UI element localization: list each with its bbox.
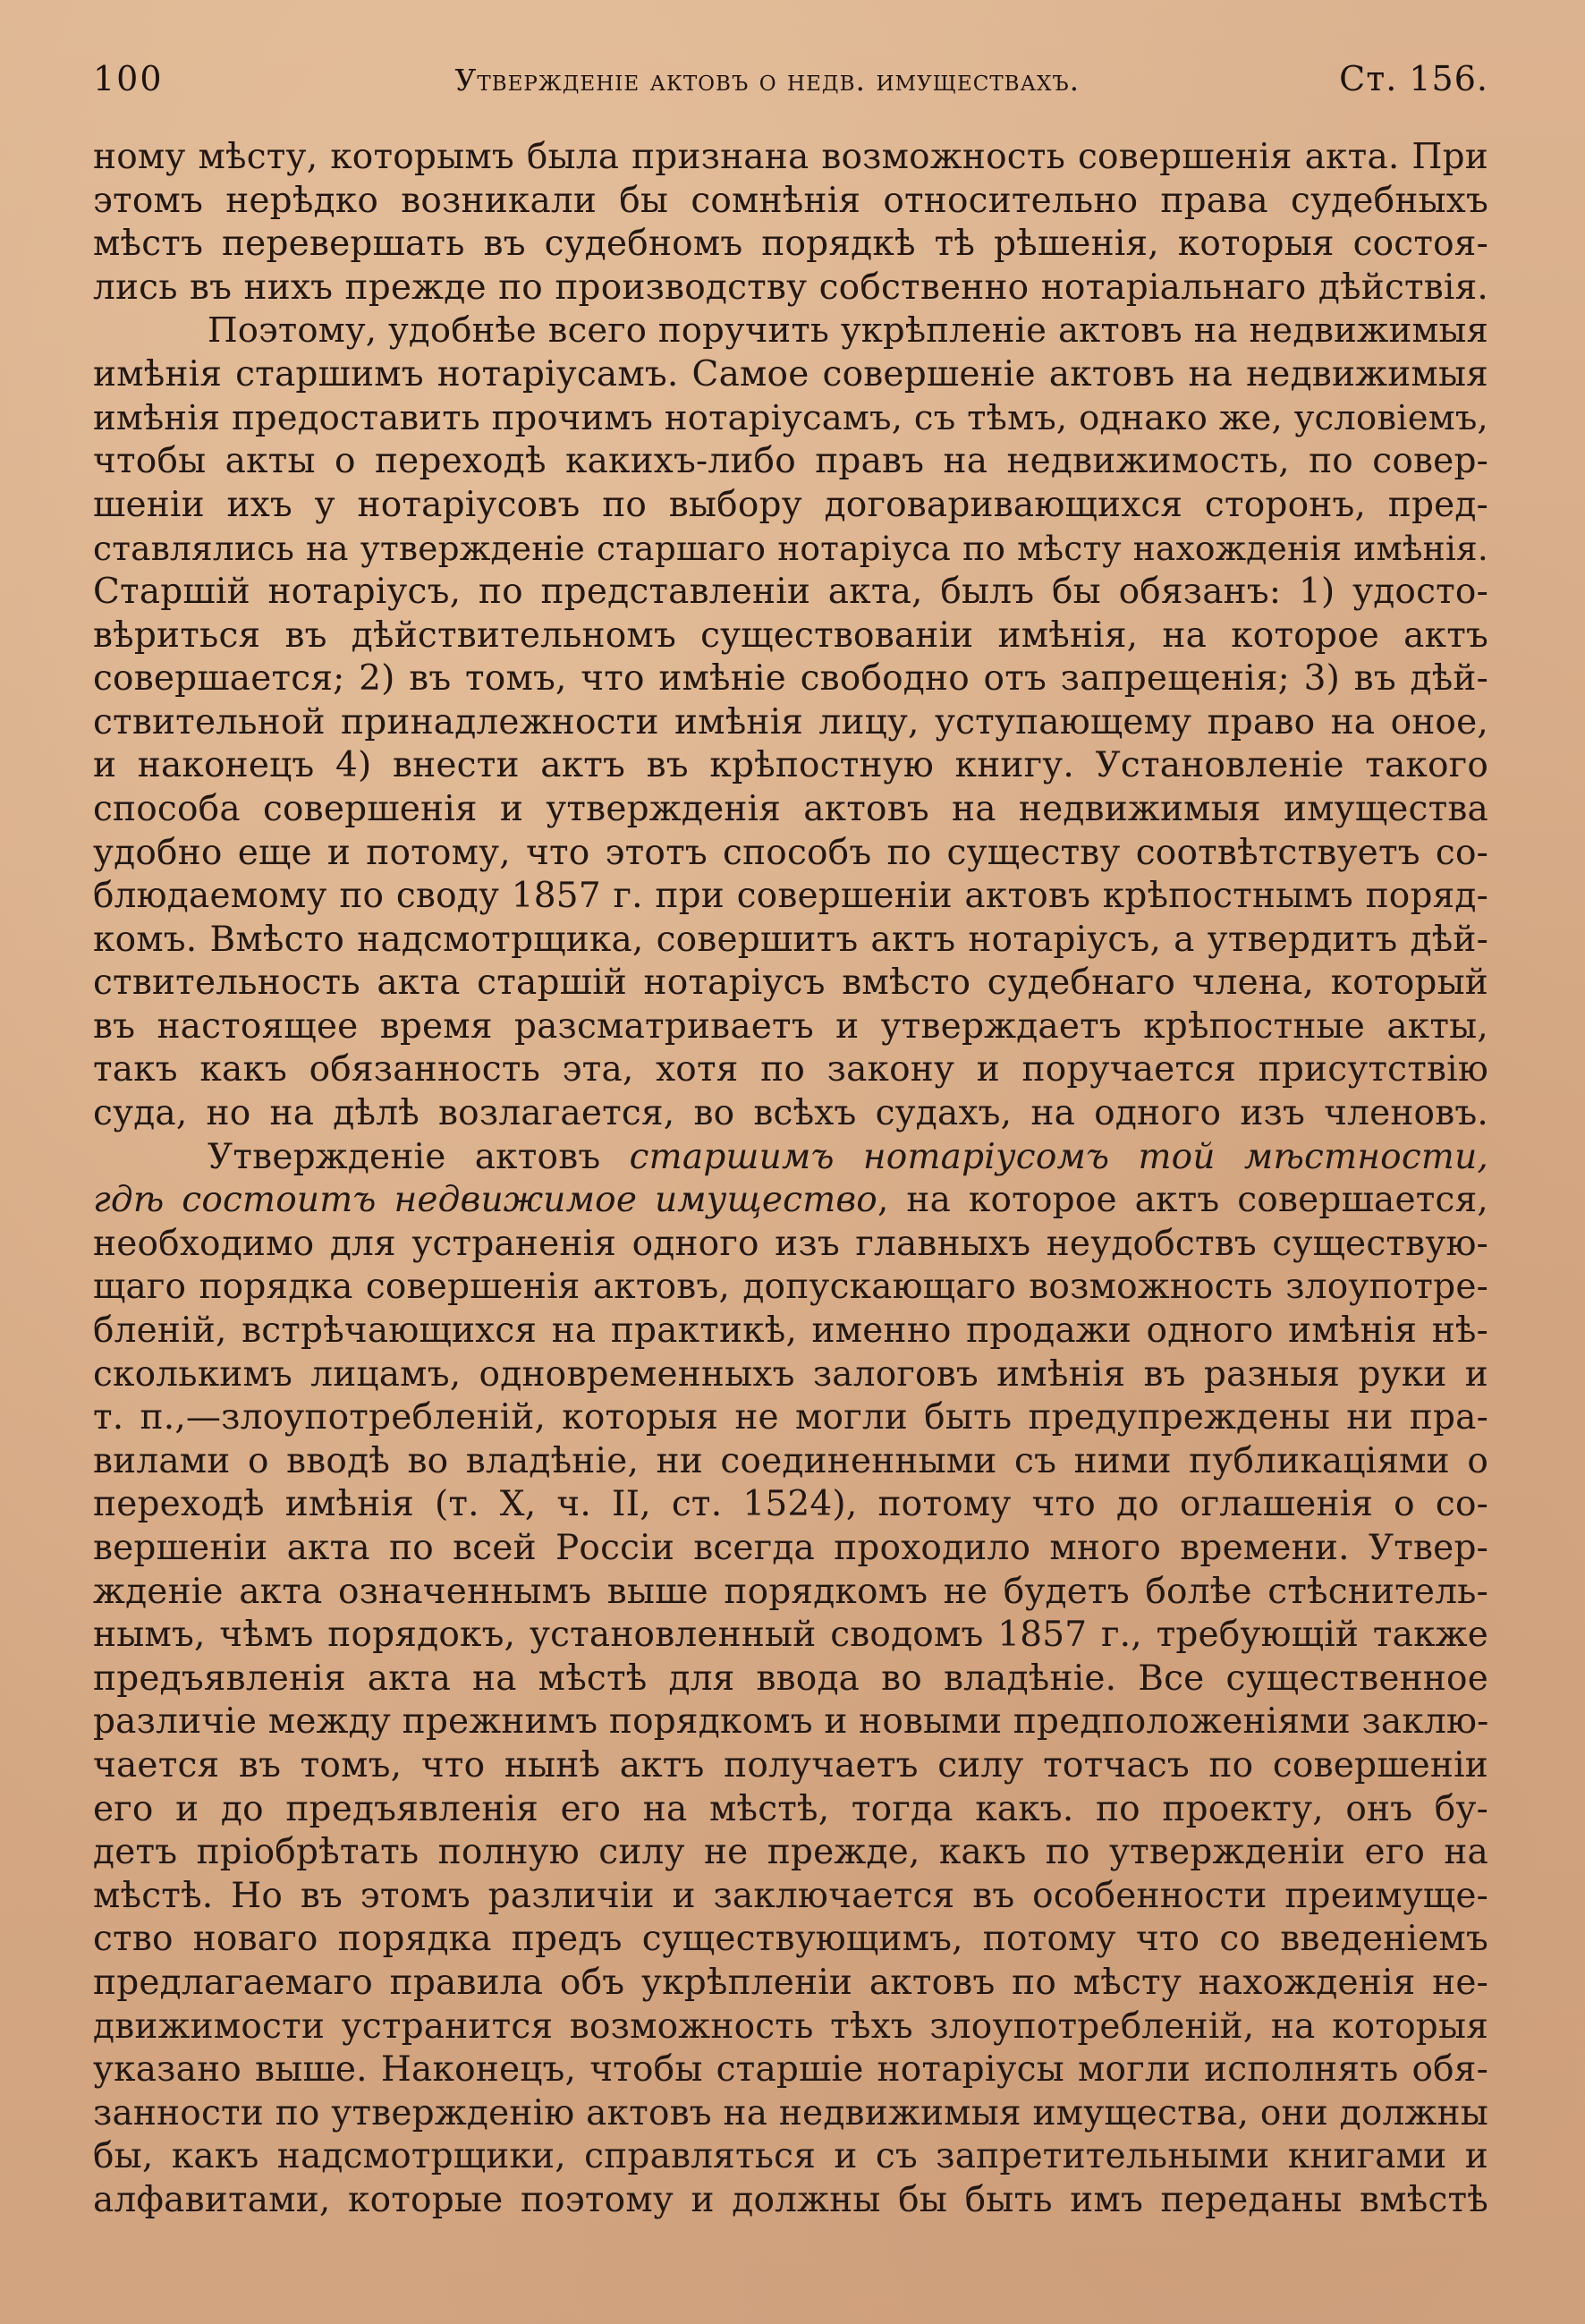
text-line: алфавитами, которые поэтому и должны бы быть имъ переданы вмѣстѣ [93,2179,1488,2220]
text-line: ствительной принадлежности имѣнія лицу, уступающему право на оное, [93,701,1488,742]
text-line: Поэтому, удобнѣе всего поручить укрѣпленіе актовъ на недвижимыя [208,310,1488,352]
text-line: различіе между прежнимъ порядкомъ и новыми предположеніями заклю- [93,1701,1488,1743]
italic-emphasis: старшимъ нотаріусомъ той мѣстности, [629,1136,1488,1177]
text-line: ному мѣсту, которымъ была признана возможность совершенія акта. При [93,137,1488,177]
text-line: имѣнія старшимъ нотаріусамъ. Самое совершеніе актовъ на недвижимыя [93,353,1488,394]
text-line: нымъ, чѣмъ порядокъ, установленный сводомъ 1857 г., требующій также [93,1615,1488,1656]
text-line: чтобы акты о переходѣ какихъ-либо правъ на недвижимость, по совер- [93,441,1488,482]
text-line: вѣриться въ дѣйствительномъ существованіи имѣнія, на которое актъ [93,615,1488,656]
running-title: Утвержденіе актовъ о недв. имуществахъ. [454,63,1081,98]
text-line: лись въ нихъ прежде по производству собственно нотаріальнаго дѣйствія. [93,267,1488,308]
text-line: щаго порядка совершенія актовъ, допускающаго возможность злоупотре- [93,1267,1488,1308]
text-line: удобно еще и потому, что этотъ способъ по существу соотвѣтствуетъ со- [93,832,1488,873]
body-text [93,136,1488,2223]
text-line: Старшій нотаріусъ, по представленіи акта, былъ бы обязанъ: 1) удосто- [93,571,1488,612]
text-line: движимости устранится возможность тѣхъ злоупотребленій, на которыя [93,2006,1488,2047]
text-line [93,1179,1488,1223]
text-segment: Утвержденіе актовъ [208,1136,630,1177]
text-line: въ настоящее время разсматриваетъ и утверждаетъ крѣпостные акты, [93,1005,1488,1047]
text-line: занности по утвержденію актовъ на недвижимыя имущества, они должны [93,2092,1488,2133]
italic-emphasis: гдѣ состоитъ недвижимое имущество [93,1180,877,1221]
text-line: сколькимъ лицамъ, одновременныхъ залоговъ имѣнія въ разныя руки и [93,1353,1488,1395]
text-line: суда, но на дѣлѣ возлагается, во всѣхъ судахъ, на одного изъ членовъ. [93,1093,1488,1134]
text-line: имѣнія предоставить прочимъ нотаріусамъ, съ тѣмъ, однако же, условіемъ, [93,397,1488,438]
text-line: мѣстѣ. Но въ этомъ различіи и заключается въ особенности преимуще- [93,1875,1488,1916]
text-line: вилами о вводѣ во владѣніе, ни соединенными съ ними публикаціями о [93,1440,1488,1481]
text-line: такъ какъ обязанность эта, хотя по закону и поручается присутствію [93,1049,1488,1090]
text-line: чается въ томъ, что нынѣ актъ получаетъ силу тотчасъ по совершеніи [93,1744,1488,1785]
text-line: детъ пріобрѣтать полную силу не прежде, какъ по утвержденіи его на [93,1832,1488,1873]
text-line: мѣстъ перевершать въ судебномъ порядкѣ тѣ рѣшенія, которыя состоя- [93,224,1488,265]
text-line: необходимо для устраненія одного изъ главныхъ неудобствъ существую- [93,1223,1488,1264]
text-line: предлагаемаго правила объ укрѣпленіи актовъ по мѣсту нахожденія не- [93,1962,1488,2003]
text-line: и наконецъ 4) внести актъ въ крѣпостную книгу. Установленіе такого [93,745,1488,786]
text-line: жденіе акта означеннымъ выше порядкомъ не будетъ болѣе стѣснитель- [93,1571,1488,1612]
text-line: бы, какъ надсмотрщики, справляться и съ запретительными книгами и [93,2136,1488,2177]
text-line: блюдаемому по своду 1857 г. при совершеніи актовъ крѣпостнымъ поряд- [93,876,1488,917]
text-line [93,1136,1488,1180]
document-page [93,43,1488,2223]
text-line: вершеніи акта по всей Россіи всегда проходило много времени. Утвер- [93,1528,1488,1568]
text-line: бленій, встрѣчающихся на практикѣ, именно продажи одного имѣнія нѣ- [93,1310,1488,1352]
text-line: предъявленія акта на мѣстѣ для ввода во владѣніе. Все существенное [93,1658,1488,1699]
text-line: способа совершенія и утвержденія актовъ на недвижимыя имущества [93,788,1488,829]
text-line: ство новаго порядка предъ существующимъ, потому что со введеніемъ [93,1919,1488,1960]
text-line: ставлялись на утвержденіе старшаго нотаріуса по мѣсту нахожденія имѣнія. [93,529,1488,569]
running-header [93,43,1488,115]
text-line: ствительность акта старшій нотаріусъ вмѣсто судебнаго члена, который [93,963,1488,1004]
text-line: указано выше. Наконецъ, чтобы старшіе нотаріусы могли исполнять обя- [93,2049,1488,2091]
section-reference: Ст. 156. [1339,59,1488,98]
text-line: переходѣ имѣнія (т. X, ч. II, ст. 1524), потому что до оглашенія о со- [93,1484,1488,1525]
text-line: его и до предъявленія его на мѣстѣ, тогда какъ. по проекту, онъ бу- [93,1788,1488,1829]
text-line: этомъ нерѣдко возникали бы сомнѣнія относительно права судебныхъ [93,180,1488,221]
text-line: шеніи ихъ у нотаріусовъ по выбору договаривающихся сторонъ, пред- [93,484,1488,525]
text-line: комъ. Вмѣсто надсмотрщика, совершитъ актъ нотаріусъ, а утвердитъ дѣй- [93,919,1488,960]
text-segment: , на которое актъ совершается, [877,1180,1488,1221]
page-number: 100 [93,59,164,98]
text-line: т. п.,—злоупотребленій, которыя не могли быть предупреждены ни пра- [93,1397,1488,1438]
text-line: совершается; 2) въ томъ, что имѣніе свободно отъ запрещенія; 3) въ дѣй- [93,658,1488,700]
